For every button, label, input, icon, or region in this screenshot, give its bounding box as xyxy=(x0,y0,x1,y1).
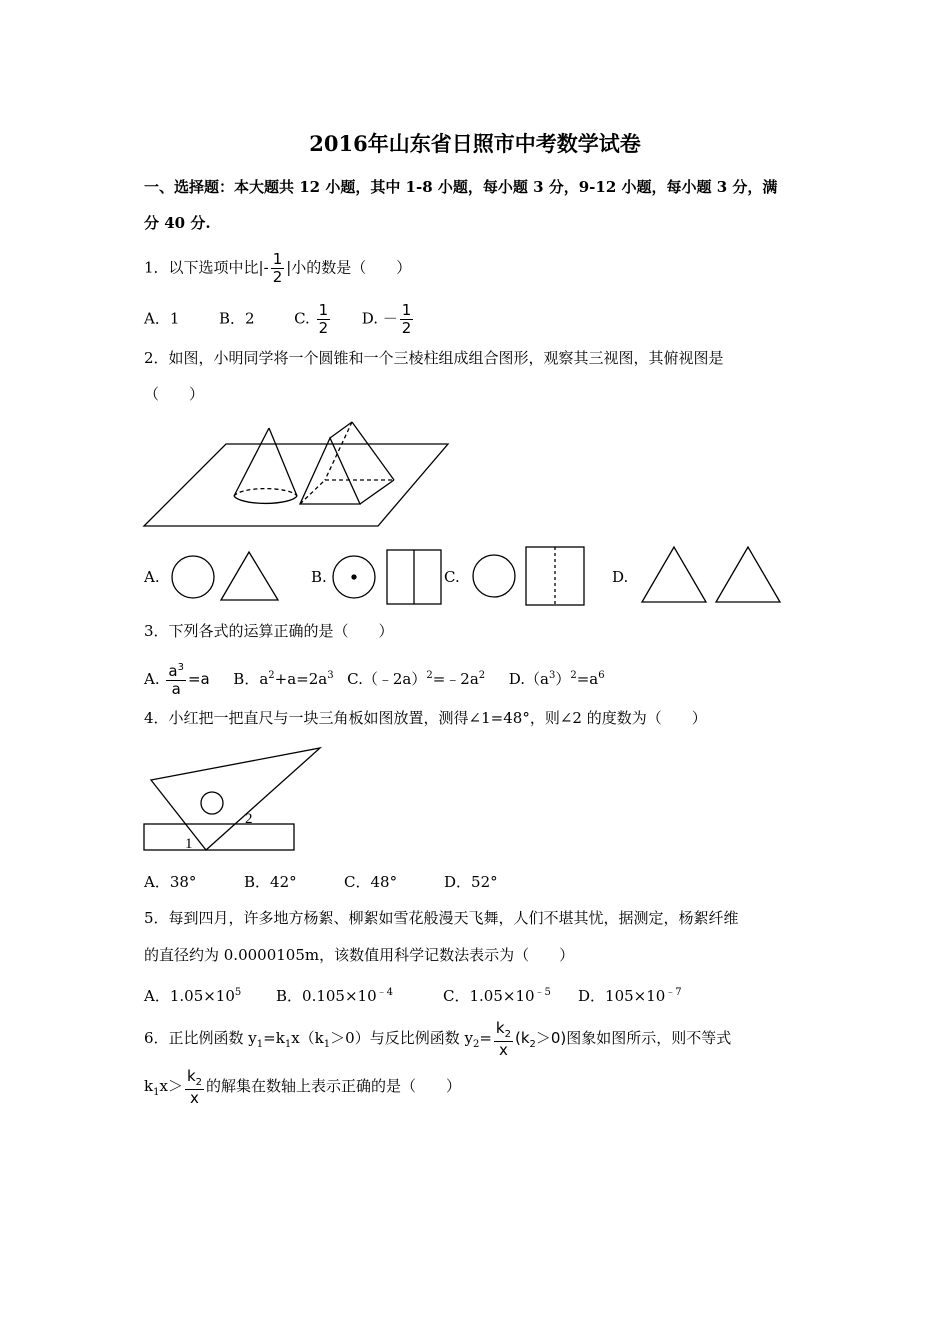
q2-option-b-figure xyxy=(333,547,453,607)
q2-option-c-figure xyxy=(470,545,600,609)
q6-l1-sub4: 2 xyxy=(472,1039,480,1050)
q4-angle1-label: 1 xyxy=(185,836,193,852)
q6-l1-fraction xyxy=(494,1018,513,1059)
q1-option-d-fraction xyxy=(400,303,414,336)
q1-option-c-fraction xyxy=(317,303,331,336)
q4-ruler xyxy=(144,824,294,850)
q6-l1-equals: = xyxy=(479,1029,492,1047)
question-3-stem: 3．下列各式的运算正确的是（ ） xyxy=(144,622,394,640)
q5-c-base: C．1.05×10 xyxy=(443,987,535,1005)
q6-l1-part1: 6．正比例函数 y xyxy=(144,1029,257,1047)
q3-option-a: A. xyxy=(144,670,160,688)
q6-l1-part3: x（k xyxy=(291,1029,324,1047)
q3-d-exp3: 6 xyxy=(598,670,605,681)
q3-a-num-base: a xyxy=(168,662,178,680)
q6-l1-part4: ＞0）与反比例函数 y xyxy=(330,1029,473,1047)
q6-l1-cond-sub: 2 xyxy=(529,1039,536,1050)
section-heading-line2: 分 40 分. xyxy=(144,214,211,232)
q3-option-b xyxy=(233,670,333,688)
q4-angle2-label: 2 xyxy=(245,811,253,827)
q6-l1-sub2: 1 xyxy=(284,1039,292,1050)
q5-option-b xyxy=(276,983,393,1006)
q4-triangle-hole xyxy=(201,792,223,814)
q4-option-d: D．52° xyxy=(444,873,498,891)
q2-prism-hidden-edge3 xyxy=(300,480,325,504)
q6-l1-frac-k-sub: 2 xyxy=(504,1028,511,1040)
q1-option-d: D. xyxy=(361,309,378,328)
q6-l2-frac-num xyxy=(185,1066,204,1090)
q6-l2-gt: ＞ xyxy=(167,1077,183,1095)
q3-d-exp1: 3 xyxy=(548,670,556,681)
q1-stem-post: |小的数是（ ） xyxy=(286,258,412,277)
q2-option-d-figure xyxy=(640,545,790,605)
q2-d-triangle-left xyxy=(642,547,706,602)
q6-l2-fraction xyxy=(185,1066,204,1107)
q3-b-exp2: 3 xyxy=(327,670,334,681)
question-6-stem-line1 xyxy=(144,1016,731,1067)
q1-option-d-num: 1 xyxy=(401,301,412,319)
question-1-options xyxy=(144,303,415,336)
q1-frac-denominator: 2 xyxy=(272,268,283,286)
q2-prism-back-right xyxy=(352,422,394,480)
q1-minus: - xyxy=(263,258,269,277)
section-heading-line1: 一、选择题：本大题共 12 小题，其中 1-8 小题，每小题 3 分，9-12 小题，每小题 3 分，满 xyxy=(144,178,778,196)
q1-option-c: C. xyxy=(294,309,310,328)
q2-option-a-figure xyxy=(170,547,300,607)
q1-option-a: A．1 xyxy=(144,309,180,328)
q2-b-center-dot xyxy=(352,575,356,579)
q6-l2-frac-k: k xyxy=(186,1066,196,1085)
q6-l2-frac-k-sub: 2 xyxy=(195,1076,203,1088)
q5-c-exp: ﹣5 xyxy=(534,987,551,998)
q1-option-d-minus: － xyxy=(382,309,398,328)
q4-option-b: B．42° xyxy=(244,873,297,891)
q5-a-base: A．1.05×10 xyxy=(144,987,235,1005)
question-2-stem-line2: （ ） xyxy=(144,385,205,403)
q2-prism-front-face xyxy=(300,438,360,504)
q6-l1-sub1: 1 xyxy=(256,1039,264,1050)
q5-a-exp: 5 xyxy=(234,987,242,998)
q3-c-exp1: 2 xyxy=(426,670,433,681)
q6-l2-k-sub: 1 xyxy=(153,1087,160,1098)
q3-b-part1: B．a xyxy=(233,670,269,688)
q1-fraction xyxy=(271,252,285,285)
q2-option-d: D. xyxy=(612,568,629,586)
question-4-stem: 4．小红把一把直尺与一块三角板如图放置，测得∠1=48°，则∠2 的度数为（ ） xyxy=(144,709,707,727)
q3-b-exp1: 2 xyxy=(268,670,275,681)
q6-l1-condition xyxy=(514,1029,567,1050)
q3-c-part1: C.（﹣2a） xyxy=(347,670,427,688)
q6-l2-x: x xyxy=(159,1077,168,1095)
q2-prism-bottom-right xyxy=(360,480,394,504)
q3-a-result: =a xyxy=(187,670,210,688)
q2-plane xyxy=(144,444,448,526)
q2-cone-base-front xyxy=(234,496,297,503)
q2-cone-base-back xyxy=(234,489,297,496)
q3-d-part3: =a xyxy=(576,670,599,688)
q4-option-c: C．48° xyxy=(344,873,398,891)
q1-option-b: B．2 xyxy=(218,309,255,328)
q2-cone-left-edge xyxy=(234,428,269,496)
q1-option-d-den: 2 xyxy=(401,319,412,337)
q2-c-circle xyxy=(473,555,515,597)
q5-option-d xyxy=(578,983,682,1006)
q2-option-c: C. xyxy=(444,568,460,586)
q4-option-a: A．38° xyxy=(144,873,197,891)
q5-d-exp: ﹣7 xyxy=(665,987,682,998)
q2-a-circle xyxy=(172,556,214,598)
q6-l1-post: 图象如图所示，则不等式 xyxy=(566,1029,732,1047)
q3-d-exp2: 2 xyxy=(570,670,577,681)
q3-d-part2: ） xyxy=(555,670,571,688)
q1-option-c-den: 2 xyxy=(318,319,329,337)
q6-l1-cond-k: (k xyxy=(514,1029,530,1047)
q6-l1-part2: =k xyxy=(263,1029,285,1047)
q5-option-c xyxy=(443,983,551,1006)
q2-prism-hidden-edge1 xyxy=(325,422,352,480)
q6-l1-frac-k: k xyxy=(495,1018,505,1037)
q2-a-triangle xyxy=(221,552,278,600)
q1-frac-numerator: 1 xyxy=(272,250,283,268)
question-3-options xyxy=(144,654,605,701)
q3-a-numerator xyxy=(166,663,186,681)
q3-d-part1: D.（a xyxy=(508,670,549,688)
q6-l1-frac-den: x xyxy=(498,1040,508,1059)
q3-a-num-exp: 3 xyxy=(177,662,184,673)
q3-b-part2: +a=2a xyxy=(274,670,328,688)
q6-l2-frac-den: x xyxy=(190,1088,199,1107)
q6-l2-k: k xyxy=(144,1077,154,1095)
q5-d-base: D．105×10 xyxy=(578,987,666,1005)
q3-option-a-fraction xyxy=(166,663,186,697)
q2-cone-right-edge xyxy=(269,428,297,496)
q2-cone-prism-figure xyxy=(142,420,462,540)
q2-d-triangle-right xyxy=(716,547,780,602)
page-title: 2016年山东省日照市中考数学试卷 xyxy=(309,131,641,156)
q6-l1-cond-end: ＞0) xyxy=(535,1029,567,1047)
q5-option-a xyxy=(144,983,241,1006)
q2-option-b: B. xyxy=(311,568,327,586)
question-5-stem-line2: 的直径约为 0.0000105m，该数值用科学记数法表示为（ ） xyxy=(144,946,575,964)
q2-option-a: A. xyxy=(144,568,160,586)
question-5-stem-line1: 5．每到四月，许多地方杨絮、柳絮如雪花般漫天飞舞，人们不堪其忧，据测定，杨絮纤维 xyxy=(144,909,739,927)
q3-option-d xyxy=(509,670,605,688)
q3-c-part2: =﹣2a xyxy=(432,670,479,688)
q3-a-denominator: a xyxy=(171,680,181,698)
q1-option-c-num: 1 xyxy=(318,301,329,319)
question-1-stem xyxy=(144,252,411,285)
q5-b-exp: ﹣4 xyxy=(376,987,393,998)
question-2-stem-line1: 2．如图，小明同学将一个圆锥和一个三棱柱组成组合图形，观察其三视图，其俯视图是 xyxy=(144,349,724,367)
q3-option-c xyxy=(347,670,485,688)
q6-l1-sub3: 1 xyxy=(323,1039,331,1050)
q3-c-exp2: 2 xyxy=(478,670,486,681)
q5-b-base: B．0.105×10 xyxy=(276,987,377,1005)
q4-ruler-triangle-figure xyxy=(142,742,342,854)
q6-l2-post: 的解集在数轴上表示正确的是（ ） xyxy=(206,1077,462,1095)
q1-stem-pre: 1．以下选项中比| xyxy=(144,258,264,277)
q6-l1-frac-num xyxy=(494,1018,513,1042)
question-6-stem-line2 xyxy=(144,1064,461,1115)
